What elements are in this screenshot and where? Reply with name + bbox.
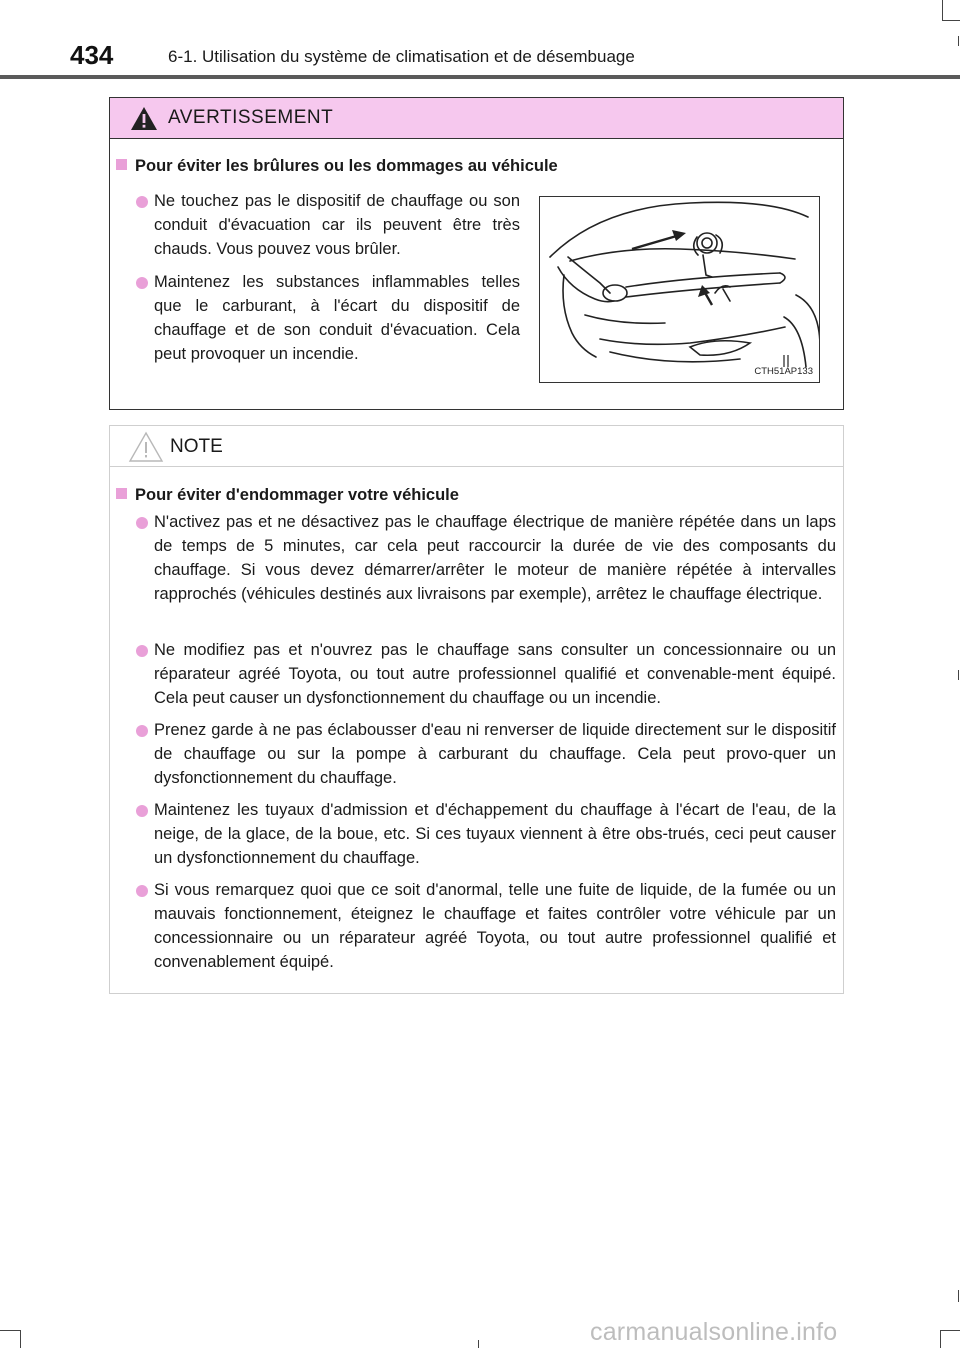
bullet-dot-icon xyxy=(136,277,148,289)
warning-triangle-icon xyxy=(130,106,158,131)
crop-mark xyxy=(478,1340,479,1348)
bullet-dot-icon xyxy=(136,725,148,737)
crop-mark xyxy=(940,1330,960,1331)
crop-mark xyxy=(958,1290,959,1302)
note-subheading xyxy=(116,486,459,505)
crop-mark xyxy=(940,1330,941,1348)
figure-label: CTH51AP133 xyxy=(754,366,813,377)
crop-mark xyxy=(0,1330,20,1331)
bullet-dot-icon xyxy=(136,645,148,657)
crop-mark xyxy=(942,0,943,20)
crop-mark xyxy=(942,20,960,21)
crop-mark xyxy=(958,670,959,680)
header-rule xyxy=(0,75,960,79)
warning-header xyxy=(110,98,843,139)
warning-item: Maintenez les substances inflammables telles que le carburant, à l'écart du dispositif de chauffage et de son conduit d'évacuation. Cela peut provoquer un incendie. xyxy=(154,273,520,363)
page-header xyxy=(0,0,960,80)
bullet-dot-icon xyxy=(136,805,148,817)
note-item: Si vous remarquez quoi que ce soit d'anormal, telle une fuite de liquide, de la fumée ou un mauvais fonctionnement, éteignez le chauffage et faites contrôler votre véhicule par un concessionnaire ou un réparateur agréé Toyota, ou tout autre professionnel qualifié et convenablement équipé. xyxy=(154,881,836,971)
bullet-dot-icon xyxy=(136,885,148,897)
note-item: Prenez garde à ne pas éclabousser d'eau ni renverser de liquide directement sur le dispositif de chauffage ou sur la pompe à carburant du chauffage. Cela peut provo-quer un dysfonctionnement du chauffage. xyxy=(154,721,836,787)
note-item: Ne modifiez pas et n'ouvrez pas le chauffage sans consulter un concessionnaire ou un réparateur agréé Toyota, ou tout autre professionnel qualifié et convenable-ment équipé. Cela peut causer un dysfonctionnement du chauffage ou un incendie. xyxy=(154,641,836,707)
warning-item: Ne touchez pas le dispositif de chauffage ou son conduit d'évacuation car ils peuvent être très chauds. Vous pouvez vous brûler. xyxy=(154,192,520,258)
note-item: N'activez pas et ne désactivez pas le chauffage électrique de manière répétée dans un laps de temps de 5 minutes, car cela peut raccourcir la durée de vie des composants du chauffage. Si vous devez démarrer/arrêter le moteur de manière répétée à intervalles rapprochés (véhicules destinés aux livraisons par exemple), arrêtez le chauffage électrique. xyxy=(154,513,836,603)
vehicle-heater-illustration xyxy=(539,196,820,383)
bullet-dot-icon xyxy=(136,196,148,208)
warning-title: AVERTISSEMENT xyxy=(168,107,334,128)
note-title: NOTE xyxy=(170,436,223,457)
warning-subheading-text: Pour éviter les brûlures ou les dommages au véhicule xyxy=(135,157,558,175)
vehicle-front-drawing xyxy=(540,197,819,382)
crop-mark xyxy=(20,1330,21,1348)
watermark: carmanualsonline.info xyxy=(590,1318,838,1346)
caution-triangle-icon xyxy=(128,431,164,463)
section-title: 6-1. Utilisation du système de climatisation et de désembuage xyxy=(168,47,635,66)
page-number: 434 xyxy=(70,40,114,70)
crop-mark xyxy=(958,36,959,46)
square-bullet-icon xyxy=(116,488,127,499)
note-header xyxy=(110,426,843,467)
note-subheading-text: Pour éviter d'endommager votre véhicule xyxy=(135,486,459,504)
bullet-dot-icon xyxy=(136,517,148,529)
note-item: Maintenez les tuyaux d'admission et d'échappement du chauffage à l'écart de l'eau, de la neige, de la glace, de la boue, etc. Si ces tuyaux viennent à être obs-trués, ceci peut causer un dysfonctionnement du chauffage. xyxy=(154,801,836,867)
warning-subheading xyxy=(116,157,558,176)
square-bullet-icon xyxy=(116,159,127,170)
